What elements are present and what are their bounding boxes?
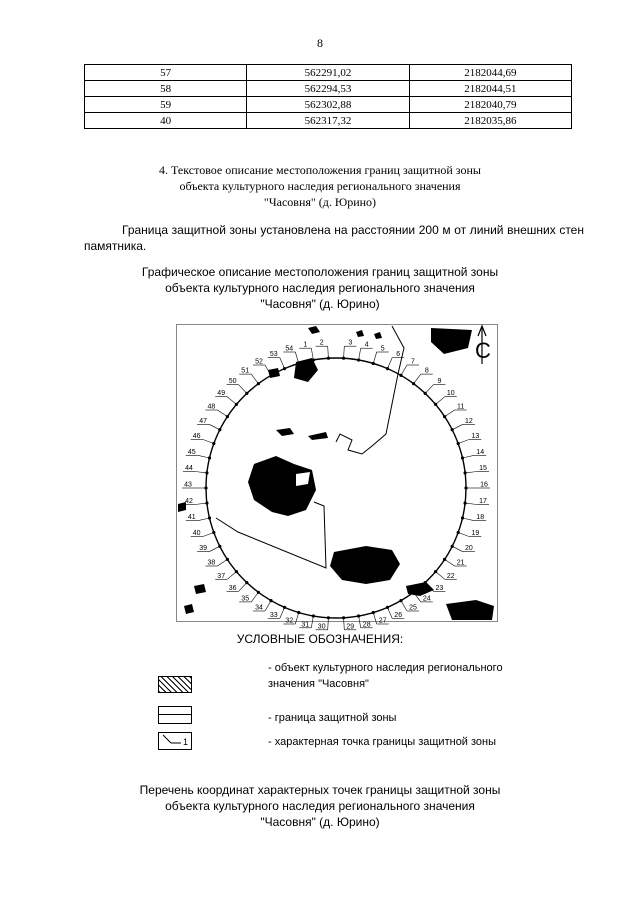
point-label: 41 xyxy=(187,514,196,522)
point-label: 20 xyxy=(465,545,473,553)
page-number: 8 xyxy=(317,36,323,50)
point-label: 15 xyxy=(479,465,487,472)
legend-boundary-symbol xyxy=(158,706,192,724)
point-label: 29 xyxy=(346,623,355,631)
legend-point-symbol xyxy=(158,732,192,750)
point-label: 22 xyxy=(446,572,455,580)
point-label: 10 xyxy=(446,390,455,398)
legend-object-symbol xyxy=(158,676,192,693)
table-cell: 2182035,86 xyxy=(409,113,571,129)
graphic-heading-line: Графическое описание местоположения границ защитной зоны xyxy=(141,265,499,279)
point-label: 46 xyxy=(192,432,201,440)
legend-boundary-text: - граница защитной зоны xyxy=(268,712,397,724)
point-label: 9 xyxy=(437,378,442,386)
graphic-heading-line: объекта культурного наследия регионального значения xyxy=(165,281,475,295)
point-label: 27 xyxy=(378,617,387,625)
table-cell: 2182040,79 xyxy=(409,97,571,113)
point-label: 12 xyxy=(465,417,473,425)
point-label: 36 xyxy=(228,584,237,592)
point-label: 48 xyxy=(207,403,216,411)
point-label: 39 xyxy=(199,545,207,553)
table-cell: 40 xyxy=(85,113,247,129)
list-heading-line: Перечень координат характерных точек границы защитной зоны xyxy=(139,783,501,797)
point-label: 24 xyxy=(422,595,431,603)
north-label: С xyxy=(475,338,491,363)
point-label: 51 xyxy=(241,367,250,375)
point-label: 26 xyxy=(394,611,403,619)
boundary-point xyxy=(297,362,300,365)
point-label: 44 xyxy=(185,465,193,472)
point-label: 14 xyxy=(476,448,485,456)
point-label: 53 xyxy=(269,351,278,359)
legend-object-line: - объект культурного наследия регионального xyxy=(268,662,503,674)
point-label: 49 xyxy=(217,390,226,398)
table-cell: 562291,02 xyxy=(247,65,409,81)
point-label: 43 xyxy=(184,481,192,489)
point-label: 4 xyxy=(364,341,369,349)
point-label: 32 xyxy=(285,617,294,625)
point-label: 3 xyxy=(348,339,353,347)
point-label: 33 xyxy=(269,611,278,619)
point-label: 38 xyxy=(207,559,216,567)
section-heading-line: "Часовня" (д. Юрино) xyxy=(263,195,377,209)
boundary-point xyxy=(443,415,446,418)
table-cell: 57 xyxy=(85,65,247,81)
point-label: 8 xyxy=(424,367,429,375)
table-row xyxy=(85,81,572,97)
table-cell: 562317,32 xyxy=(247,113,409,129)
point-label: 34 xyxy=(255,604,263,612)
boundary-point xyxy=(297,611,300,614)
point-label: 31 xyxy=(301,621,310,629)
point-label: 21 xyxy=(456,559,465,567)
point-label: 11 xyxy=(456,403,465,411)
point-label: 23 xyxy=(435,584,444,592)
point-label: 35 xyxy=(241,595,250,603)
point-label: 5 xyxy=(380,345,385,353)
point-label: 19 xyxy=(471,530,480,538)
list-heading-line: "Часовня" (д. Юрино) xyxy=(260,815,380,829)
graphic-heading xyxy=(0,264,640,312)
table-cell: 562294,53 xyxy=(247,81,409,97)
boundary-point xyxy=(372,611,375,614)
point-label: 16 xyxy=(480,481,488,489)
table-row xyxy=(85,65,572,81)
table-cell: 562302,88 xyxy=(247,97,409,113)
point-label: 6 xyxy=(396,351,401,359)
coordinates-table xyxy=(84,64,572,129)
boundary-point xyxy=(372,362,375,365)
table-cell: 58 xyxy=(85,81,247,97)
legend-title: УСЛОВНЫЕ ОБОЗНАЧЕНИЯ: xyxy=(236,632,404,646)
section-heading xyxy=(0,162,640,210)
point-symbol-label: 1 xyxy=(183,737,189,747)
point-label: 45 xyxy=(187,448,196,456)
table-cell: 2182044,69 xyxy=(409,65,571,81)
legend-object-text xyxy=(268,660,503,692)
point-label: 17 xyxy=(479,498,487,505)
table-cell: 2182044,51 xyxy=(409,81,571,97)
section-heading-line: объекта культурного наследия регионального значения xyxy=(179,179,461,193)
boundary-point xyxy=(283,367,286,370)
point-label: 25 xyxy=(409,604,417,612)
point-label: 40 xyxy=(192,530,201,538)
boundary-point xyxy=(399,599,402,602)
table-cell: 59 xyxy=(85,97,247,113)
table-row xyxy=(85,97,572,113)
point-label: 54 xyxy=(285,345,294,353)
list-heading-line: объекта культурного наследия регионального значения xyxy=(165,799,475,813)
point-symbol-icon xyxy=(159,733,191,749)
point-label: 42 xyxy=(185,498,193,505)
list-heading xyxy=(0,782,640,830)
section-heading-line: 4. Текстовое описание местоположения границ защитной зоны xyxy=(159,163,481,177)
boundary-point xyxy=(451,428,454,431)
legend-object-line: значения "Часовня" xyxy=(268,678,369,690)
point-label: 47 xyxy=(199,417,207,425)
protection-zone-map xyxy=(176,324,498,631)
point-label: 13 xyxy=(471,432,480,440)
graphic-heading-line: "Часовня" (д. Юрино) xyxy=(260,297,380,311)
point-label: 50 xyxy=(228,378,237,386)
point-label: 52 xyxy=(255,358,263,366)
boundary-point xyxy=(269,599,272,602)
point-label: 7 xyxy=(411,358,415,366)
legend-point-text: - характерная точка границы защитной зоны xyxy=(268,736,497,748)
point-label: 2 xyxy=(319,339,324,347)
body-paragraph: Граница защитной зоны установлена на расстоянии 200 м от линий внешних стен памятника. xyxy=(84,223,584,253)
point-label: 1 xyxy=(303,341,308,349)
boundary-point xyxy=(386,367,389,370)
point-label: 30 xyxy=(317,623,326,631)
point-label: 28 xyxy=(362,621,371,629)
table-row xyxy=(85,113,572,129)
point-label: 37 xyxy=(217,572,226,580)
point-label: 18 xyxy=(476,514,485,522)
